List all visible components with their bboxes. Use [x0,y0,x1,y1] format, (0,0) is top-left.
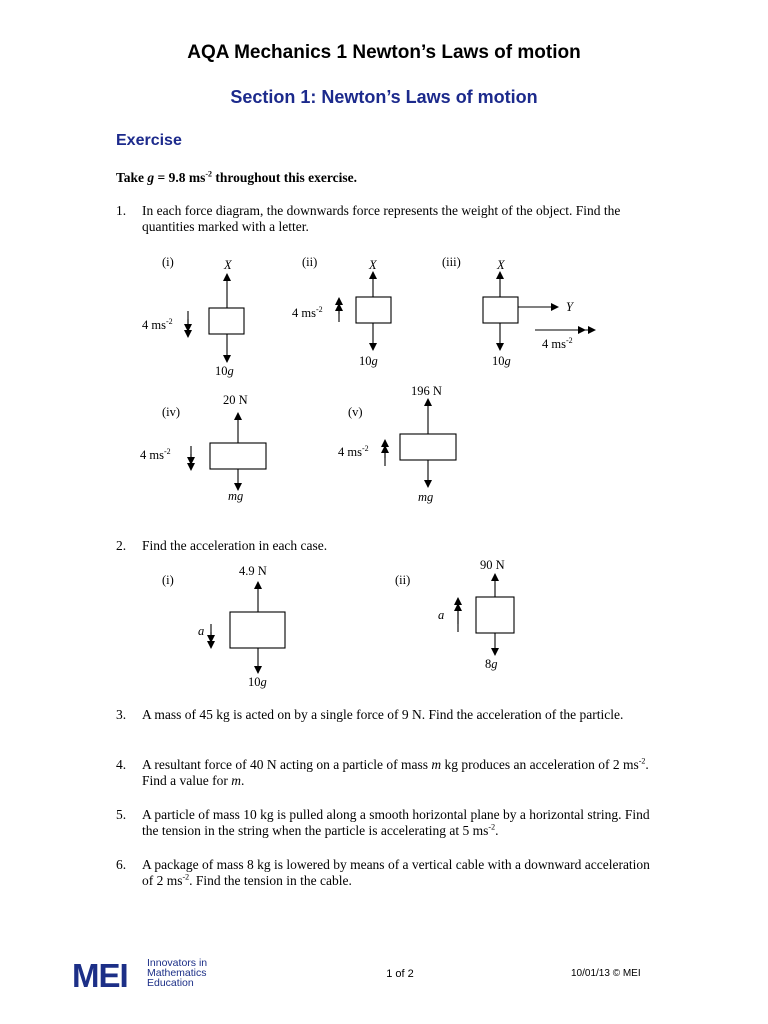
question-number: 2. [116,538,127,553]
mei-logo: MEI [72,957,128,994]
force-label-down: 10g [248,675,267,689]
question-text: In each force diagram, the downwards force represents the weight of the object. Find the quantities marked with a letter. [142,203,621,234]
page-number: 1 of 2 [386,968,414,980]
force-label-up: 20 N [223,393,248,407]
force-label-down: 8g [485,657,498,671]
acceleration-label: a [198,624,205,638]
force-label-down: 10g [215,364,234,378]
force-label-up: 196 N [411,384,442,398]
block-q2-i [230,612,285,648]
diagram-label: (v) [348,405,363,419]
force-label-up: X [224,258,232,272]
question-text: A package of mass 8 kg is lowered by means of a vertical cable with a downward acceleration of 2 $ms^{-2}$. Find the tension in the cable. [142,857,650,888]
force-label-right: Y [566,300,573,314]
force-label-up: X [369,258,377,272]
force-label-up: 90 N [480,558,505,572]
force-label-down: 10g [492,354,511,368]
acceleration-label: a [438,608,445,622]
acceleration-label: 4 $ms^{-2}$ [292,304,323,320]
question-text: A mass of 45 kg is acted on by a single force of 9 N. Find the acceleration of the particle. [142,707,624,722]
diagram-label: (i) [162,573,174,587]
diagram-label: (ii) [395,573,411,587]
block-q1-v [400,434,456,460]
acceleration-label: 4 $ms^{-2}$ [542,335,573,351]
block-q1-ii [356,297,391,323]
mei-tagline: Innovators in Mathematics Education [147,957,208,989]
block-q1-i [209,308,244,334]
question-text: Find the acceleration in each case. [142,538,328,553]
intro-instruction: Take g = 9.8 $ms^{-2}$ throughout this exercise. [116,169,358,185]
question-number: 1. [116,203,127,218]
acceleration-label: 4 $ms^{-2}$ [142,316,173,332]
document-title: AQA Mechanics 1 Newton’s Laws of motion [187,42,581,63]
force-label-down: mg [228,489,244,503]
force-label-down: 10g [359,354,378,368]
acceleration-label: 4 $ms^{-2}$ [140,446,171,462]
block-q2-ii [476,597,514,633]
force-label-up: 4.9 N [239,564,267,578]
diagram-label: (i) [162,255,174,269]
acceleration-label: 4 $ms^{-2}$ [338,443,369,459]
force-label-up: X [497,258,505,272]
diagram-label: (iii) [442,255,461,269]
question-text: A particle of mass 10 kg is pulled along a smooth horizontal plane by a horizontal string. Find the tension in the string when the particle is accelerating at 5 $ms^{-2}$. [142,807,650,838]
question-number: 3. [116,707,127,722]
diagram-label: (ii) [302,255,318,269]
footer-date: 10/01/13 © MEI [571,968,641,979]
question-text: A resultant force of 40 N acting on a particle of mass m kg produces an acceleration of 2 $ms^{-2}$. Find a value for m. [142,756,649,788]
block-q1-iii [483,297,518,323]
question-number: 5. [116,807,127,822]
diagram-label: (iv) [162,405,181,419]
exercise-heading: Exercise [116,132,182,149]
block-q1-iv [210,443,266,469]
question-number: 6. [116,857,127,872]
question-number: 4. [116,757,127,772]
force-label-down: mg [418,490,434,504]
section-title: Section 1: Newton’s Laws of motion [230,87,538,107]
